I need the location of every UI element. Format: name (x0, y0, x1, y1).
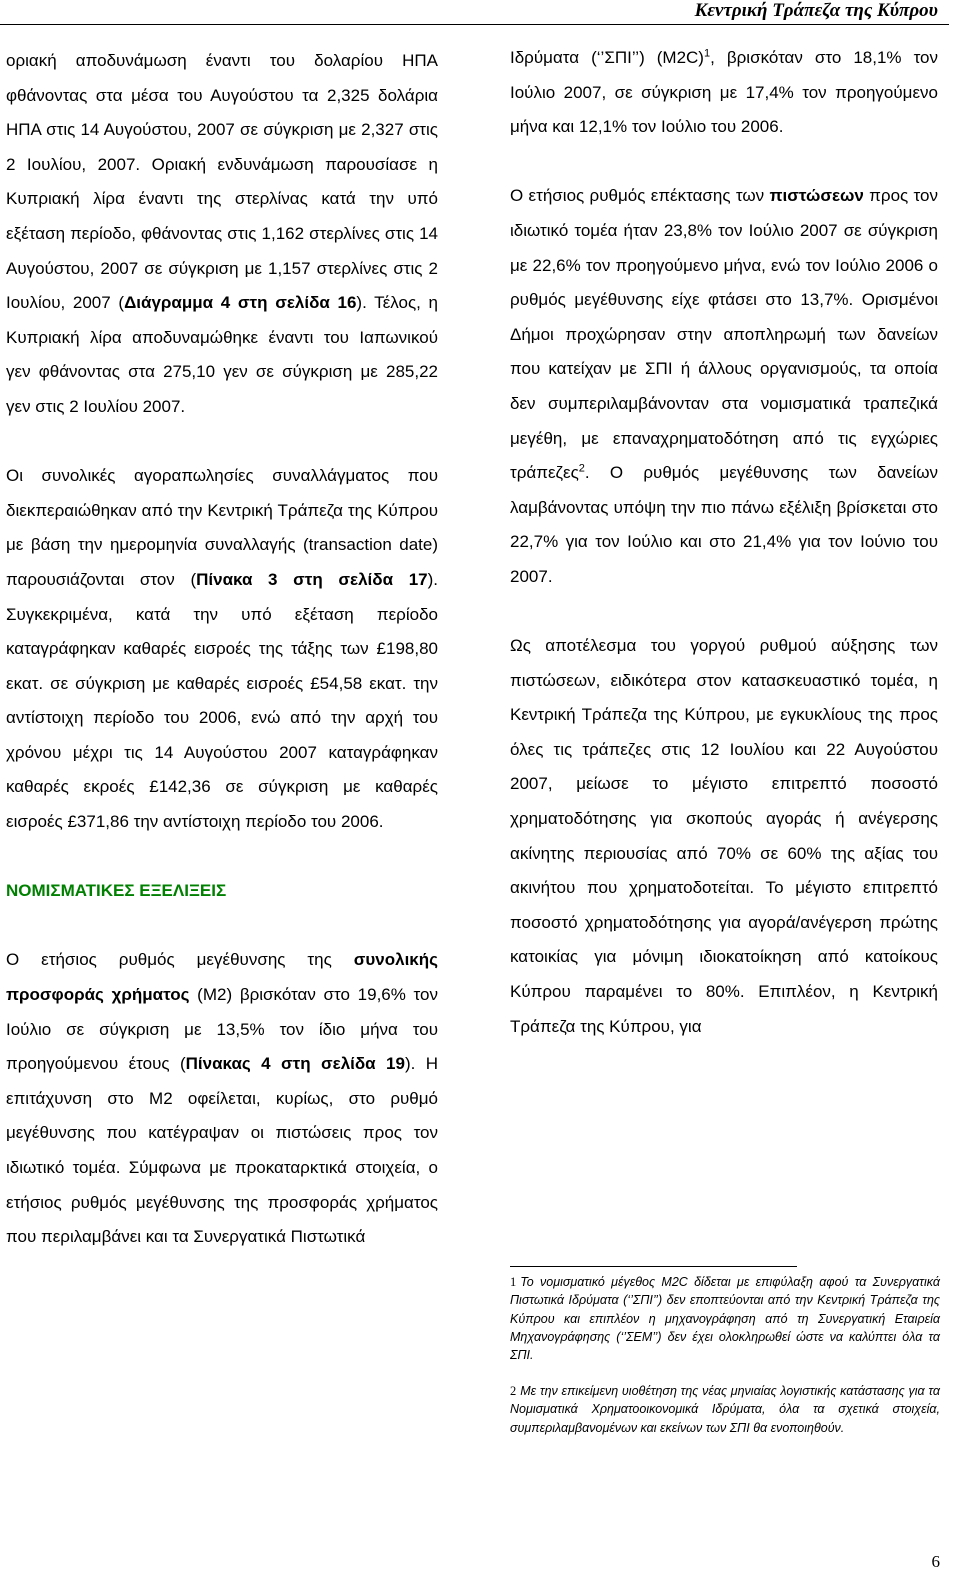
footnote-text: Με την επικείμενη υιοθέτηση της νέας μηνιαίας λογιστικής κατάστασης για τα Νομισματικά Χρηματοοικονομικά Ιδρύματα, όλα τα σχετικά στοιχεία, συμπεριλαμβανομένων και εκείνων των ΣΠΙ θα ενοποιηθούν. (510, 1384, 940, 1435)
footnote-text: Το νομισματικό μέγεθος M2C δίδεται με επιφύλαξη αφού τα Συνεργατικά Πιστωτικά Ιδρύματα (‘’ΣΠΙ’’) δεν εποπτεύονται από την Κεντρική Τράπεζα της Κύπρου και επιπλέον η μηχανογράφηση από τη Συνεργατική Εταιρεία Μηχανογράφησης (‘’ΣΕΜ’’) δεν έχει ολοκληρωθεί ώστε να καλύπτει όλα τα ΣΠΙ. (510, 1275, 940, 1363)
text: προς τον ιδιωτικό τομέα ήταν 23,8% τον Ιούλιο 2007 σε σύγκριση με 22,6% τον προηγούμενο μήνα, ενώ τον Ιούλιο 2006 ο ρυθμός μεγέθυνσης είχε φτάσει στο 13,7%. Ορισμένοι Δήμοι προχώρησαν στην αποπληρωμή των δανείων που κατείχαν με ΣΠΙ ή άλλους οργανισμούς, τα οποία δεν συμπεριλαμβάνονταν στα νομισματικά τραπεζικά μεγέθη, με επαναχρηματοδότηση από τις εγχώριες τράπεζες (510, 186, 938, 483)
text: Ο ετήσιος ρυθμός επέκτασης των (510, 186, 770, 206)
bold-term: πιστώσεων (769, 186, 864, 206)
text: ). Συγκεκριμένα, κατά την υπό εξέταση περίοδο καταγράφηκαν καθαρές εισροές της τάξης των £198,80 εκατ. σε σύγκριση με καθαρές εισροές £54,58 εκατ. την αντίστοιχη περίοδο του 2006, ενώ από την αρχή του χρόνου μέχρι τις 14 Αυγούστου 2007 καταγράφηκαν καθαρές εκροές £142,36 σε σύγκριση με καθαρές εισροές £371,86 την αντίστοιχη περίοδο του 2006. (6, 569, 438, 832)
text: οριακή αποδυνάμωση έναντι του δολαρίου ΗΠΑ φθάνοντας στα μέσα του Αυγούστου τα 2,325 δολάρια ΗΠΑ στις 14 Αυγούστου, 2007 σε σύγκριση με 2,327 στις 2 Ιουλίου, 2007. Οριακή ενδυνάμωση παρουσίασε η Κυπριακή λίρα έναντι της στερλίνας κατά την υπό εξέταση περίοδο, φθάνοντας στις 1,162 στερλίνες στις 14 Αυγούστου, 2007 σε σύγκριση με 1,157 στερλίνες στις 2 Ιουλίου, 2007 ( (6, 51, 438, 313)
paragraph-m2c (510, 41, 938, 145)
text: ). Η επιτάχυνση στο Μ2 οφείλεται, κυρίως, στο ρυθμό μεγέθυνσης που κατέγραψαν οι πιστώσεις προς τον ιδιωτικό τομέα. Σύμφωνα με προκαταρκτικά στοιχεία, ο ετήσιος ρυθμός μεγέθυνσης της προσφοράς χρήματος που περιλαμβάνει και τα Συνεργατικά Πιστωτικά (6, 1054, 438, 1247)
footnote-marker: 1 (703, 47, 711, 60)
text: Ιδρύματα (‘’ΣΠΙ’’) (M2C) (510, 48, 704, 67)
header-rule (0, 24, 949, 25)
text: (M2) βρισκόταν στο 19,6% τον Ιούλιο σε σύγκριση με 13,5% τον ίδιο μήνα του προηγούμενου έτους ( (6, 985, 438, 1074)
footnote-2 (510, 1382, 940, 1437)
footnote-number: 2 (510, 1384, 517, 1398)
paragraph-credit (510, 179, 938, 594)
paragraph-lending-measures: Ως αποτέλεσμα του γοργού ρυθμού αύξησης των πιστώσεων, ειδικότερα στον κατασκευαστικό τομέα, η Κεντρική Τράπεζα της Κύπρου, με εγκυκλίους της προς όλες τις τράπεζες στις 12 Ιουλίου και 22 Αυγούστου 2007, μείωσε το μέγιστο επιτρεπτό ποσοστό χρηματοδότησης για σκοπούς αγοράς ή ανέγερσης ακίνητης περιουσίας από 70% σε 60% της αξίας του ακινήτου που χρηματοδοτείται. Το μέγιστο επιτρεπτό ποσοστό χρηματοδότησης για αγορά/ανέγερση πρώτης κατοικίας για μόνιμη ιδιοκατοίκηση από κατοίκους Κύπρου παραμένει το 80%. Επιπλέον, η Κεντρική Τράπεζα της Κύπρου, για (510, 636, 938, 1036)
text: Οι συνολικές αγοραπωλησίες συναλλάγματος που διεκπεραιώθηκαν από την Κεντρική Τράπεζα της Κύπρου με βάση την ημερομηνία συναλλαγής (transaction date) παρουσιάζονται στον ( (6, 466, 438, 589)
text: ). Τέλος, η Κυπριακή λίρα αποδυναμώθηκε έναντι του Ιαπωνικού γεν φθάνοντας στα 275,10 γεν σε σύγκριση με 285,22 γεν στις 2 Ιουλίου 2007. (6, 293, 439, 416)
table-reference: Πίνακα 3 στη σελίδα 17 (196, 569, 428, 589)
paragraph-fx-transactions (6, 459, 438, 840)
footnote-1 (510, 1273, 940, 1364)
text: Ο ετήσιος ρυθμός μεγέθυνσης της (6, 950, 354, 970)
chart-reference: Διάγραμμα 4 στη σελίδα 16 (124, 293, 357, 313)
paragraph-exchange-rates (6, 44, 438, 425)
text: . Ο ρυθμός μεγέθυνσης των δανείων λαμβάνοντας υπόψη την πιο πάνω εξέλιξη βρίσκεται στο 22,7% για τον Ιούλιο και στο 21,4% για τον Ιούνιο του 2007. (510, 463, 938, 586)
right-column (510, 41, 938, 1044)
bold-term: συνολικής προσφοράς χρήματος (6, 950, 438, 1005)
page-header-title: Κεντρική Τράπεζα της Κύπρου (694, 0, 938, 21)
footnote-number: 1 (510, 1275, 517, 1289)
footnote-divider (510, 1266, 797, 1267)
page-number: 6 (931, 1552, 940, 1571)
table-reference: Πίνακας 4 στη σελίδα 19 (185, 1054, 405, 1074)
left-column (6, 44, 438, 1255)
paragraph-money-supply (6, 943, 438, 1254)
section-heading: ΝΟΜΙΣΜΑΤΙΚΕΣ ΕΞΕΛΙΞΕΙΣ (6, 881, 227, 901)
text: , βρισκόταν στο 18,1% τον Ιούλιο 2007, σε σύγκριση με 17,4% τον προηγούμενο μήνα και 12,1% τον Ιούλιο του 2006. (510, 48, 939, 137)
footnote-marker: 2 (578, 462, 585, 475)
